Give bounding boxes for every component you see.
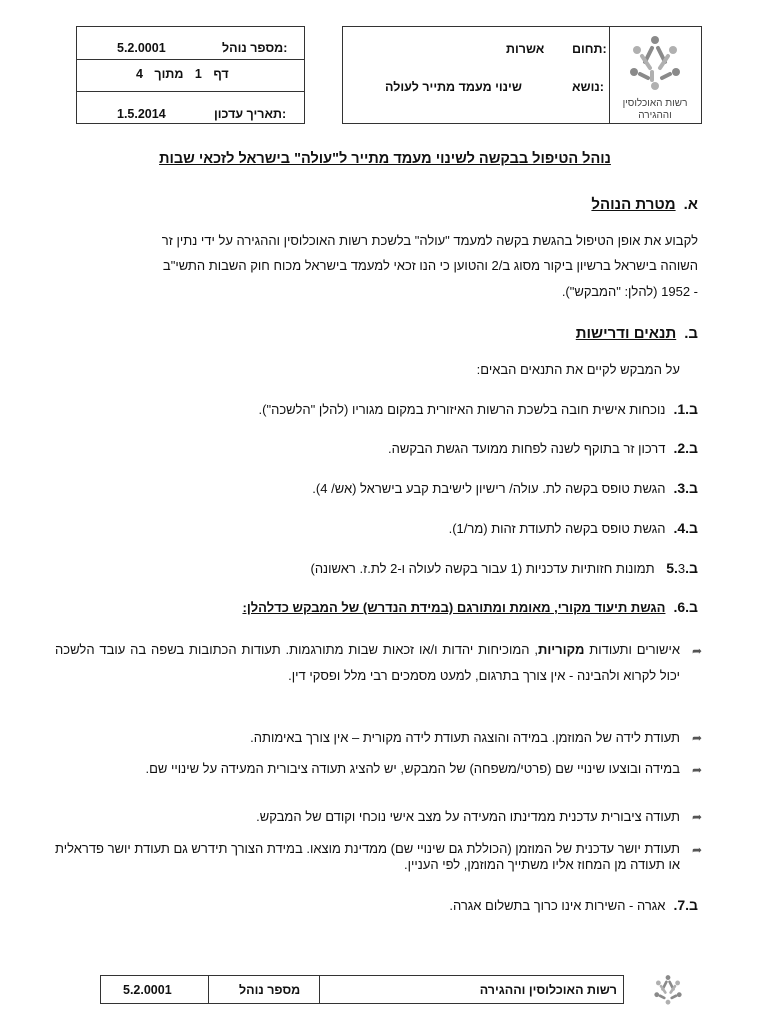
item-number: ב.3. xyxy=(673,480,698,496)
bullet-text-bold: מקוריות xyxy=(538,642,585,657)
bullet-text: במידה ובוצעו שינויי שם (פרטי/משפחה) של המבקש, יש להציג תעודה ציבורית המעידה על שינויי שם. xyxy=(145,761,680,776)
subject-label: נושא: xyxy=(572,80,604,94)
row-divider xyxy=(77,91,304,92)
section-b-heading xyxy=(576,325,698,342)
footer-table xyxy=(100,975,624,1004)
footer-procedure-label: מספר נוהל xyxy=(239,982,301,997)
section-a-letter: א. xyxy=(683,196,698,213)
document-bullet xyxy=(55,637,702,689)
item-text: נוכחות אישית חובה בלשכת הרשות האיזורית במקום מגוריו (להלן "הלשכה"). xyxy=(258,402,666,417)
document-bullet xyxy=(55,809,702,824)
document-bullet xyxy=(55,730,702,745)
item-number: ב.6. xyxy=(673,599,698,615)
footer-divider xyxy=(319,976,320,1003)
condition-item xyxy=(242,599,698,615)
item-number: ב.2. xyxy=(673,440,698,456)
update-date-label: תאריך עדכון: xyxy=(214,107,287,121)
item-text: הגשת טופס בקשה לת. עולה/ רישיון לישיבת קבע בישראל (אש/ 4). xyxy=(312,481,666,496)
footer-authority: רשות האוכלוסין וההגירה xyxy=(479,982,617,997)
authority-logo-icon xyxy=(612,32,698,102)
section-a-line-1: לקבוע את אופן הטיפול בהגשת בקשה למעמד "עולה" בלשכת רשות האוכלוסין וההגירה על ידי נתין זר xyxy=(161,233,698,248)
condition-item xyxy=(310,560,698,576)
bullet-arrow-icon: ➦ xyxy=(691,731,702,745)
item-number: ב.1. xyxy=(673,401,698,417)
row-divider xyxy=(77,59,304,60)
procedure-number-value: 5.2.0001 xyxy=(117,41,166,55)
section-a-line-3: - 1952 (להלן: "המבקש"). xyxy=(561,284,698,299)
procedure-number-label: מספר נוהל: xyxy=(222,41,288,55)
bullet-text: תעודה ציבורית עדכנית ממדינתו המעידה על מצב אישי נוכחי וקודם של המבקש. xyxy=(256,809,680,824)
subject-value: שינוי מעמד מתייר לעולה xyxy=(385,80,522,94)
section-b-letter: ב. xyxy=(684,325,698,342)
section-a-title: מטרת הנוהל xyxy=(591,196,676,213)
item-text: 3 תמונות חזותיות עדכניות (1 עבור בקשה לעולה ו-2 לת.ז. ראשונה) xyxy=(310,561,686,576)
bullet-arrow-icon: ➦ xyxy=(691,810,702,824)
condition-item xyxy=(449,897,698,913)
item-text: דרכון זר בתוקף לשנה לפחות ממועד הגשת הבקשה. xyxy=(388,441,666,456)
logo-text-line2: וההגירה xyxy=(638,110,672,121)
item-number: ב.7. xyxy=(673,897,698,913)
document-bullet xyxy=(55,761,702,777)
condition-item xyxy=(449,520,698,536)
document-title: נוהל הטיפול בבקשה לשינוי מעמד מתייר ל"עולה" בישראל לזכאי שבות xyxy=(159,151,611,167)
bullet-text-post: , המוכיחות יהדות ו/או זכאות שבות מתורגמות. תעודות הכתובות בשפה בה עובד הלשכה יכול לקרוא ולהבינה - אין צורך בתרגום, למעט מסמכים רבי מלל ופסקי דין. xyxy=(55,642,680,683)
document-title-wrap xyxy=(0,150,770,168)
domain-label: תחום: xyxy=(572,42,607,56)
page-info: דף 1 מתוך 4 xyxy=(136,67,229,81)
bullet-arrow-icon: ➦ xyxy=(691,763,702,777)
section-b-intro: על המבקש לקיים את התנאים הבאים: xyxy=(476,362,680,377)
section-a-line-2: השוהה בישראל ברשיון ביקור מסוג ב/2 והטוען כי הנו זכאי למעמד בישראל מכוח חוק השבות התשי"ב xyxy=(162,258,698,273)
footer-logo-icon xyxy=(645,972,691,1012)
condition-item xyxy=(259,401,698,417)
section-a-heading xyxy=(591,196,698,213)
item-number: ב.5. xyxy=(666,560,698,576)
item-text: הגשת תיעוד מקורי, מאומת ומתורגם (במידת הנדרש) של המבקש כדלהלן: xyxy=(242,600,666,615)
logo-divider xyxy=(609,27,610,123)
logo-text-line1: רשות האוכלוסין xyxy=(622,98,688,109)
section-b-title: תנאים ודרישות xyxy=(575,325,677,342)
footer-divider xyxy=(208,976,209,1003)
update-date-value: 1.5.2014 xyxy=(117,107,166,121)
bullet-arrow-icon: ➦ xyxy=(691,644,702,658)
condition-item xyxy=(388,440,698,456)
bullet-text-pre: אישורים ותעודות xyxy=(584,642,680,657)
bullet-text: תעודת יושר עדכנית של המוזמן (הכוללת גם שינויי שם) ממדינת מוצאו. במידת הצורך תידרש גם תעודת יושר פדראלית או תעודה מן המחוז אליו משתייך המוזמן, לפי העניין. xyxy=(55,841,680,872)
condition-item xyxy=(312,480,698,496)
authority-logo xyxy=(612,26,698,126)
document-bullet xyxy=(55,841,702,873)
domain-value: אשרות xyxy=(506,42,545,56)
bullet-arrow-icon: ➦ xyxy=(691,843,702,857)
item-text: הגשת טופס בקשה לתעודת זהות (מר/1). xyxy=(448,521,666,536)
item-number: ב.4. xyxy=(673,520,698,536)
bullet-text: תעודת לידה של המוזמן. במידה והוצגה תעודת לידה מקורית – אין צורך באימותה. xyxy=(250,730,680,745)
item-text: אגרה - השירות אינו כרוך בתשלום אגרה. xyxy=(449,898,666,913)
footer-procedure-value: 5.2.0001 xyxy=(123,982,172,997)
